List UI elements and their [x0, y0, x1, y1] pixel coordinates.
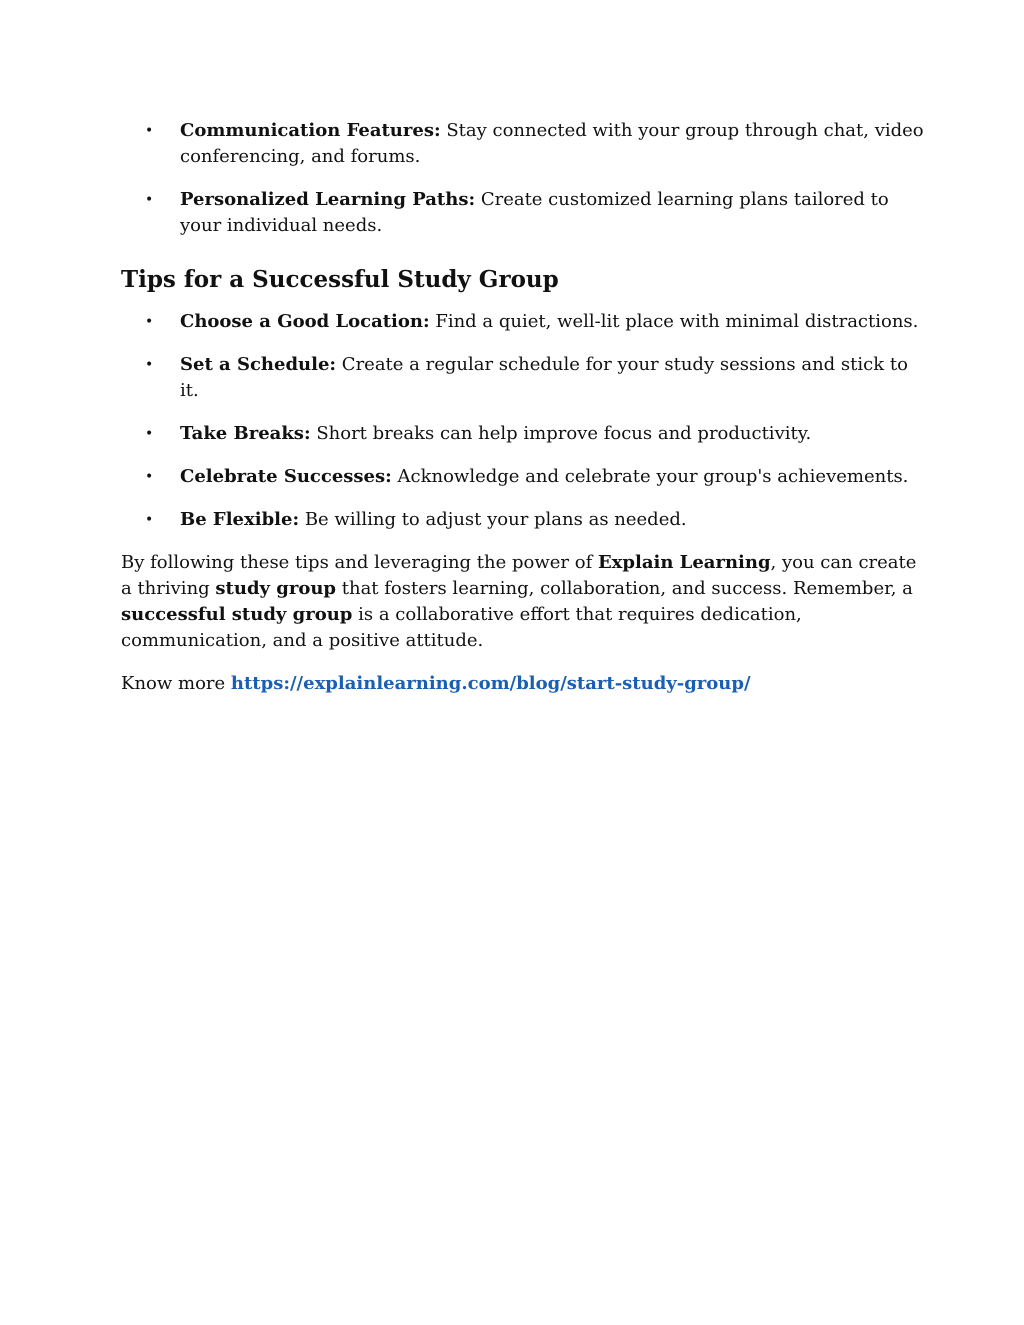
- know-more-paragraph: [121, 671, 924, 697]
- list-item-text: Stay connected with your group through chat, video conferencing, and forums.: [180, 120, 924, 167]
- list-item-text: Be willing to adjust your plans as needed.: [299, 509, 687, 530]
- list-item-text: Create customized learning plans tailored to your individual needs.: [180, 189, 889, 236]
- list-item-celebrate-successes: [121, 464, 924, 490]
- bullet-icon: •: [145, 469, 154, 485]
- bullet-icon: •: [145, 426, 154, 442]
- feature-list: [121, 118, 924, 239]
- summary-text: , you can create a thriving: [121, 552, 917, 599]
- summary-text: is a collaborative effort that requires dedication, communication, and a positive attitude.: [121, 604, 802, 651]
- list-item-be-flexible: [121, 507, 924, 533]
- list-item-term: Set a Schedule:: [180, 354, 337, 375]
- list-item-text: Short breaks can help improve focus and productivity.: [310, 423, 812, 444]
- summary-bold-explain-learning: Explain Learning: [597, 552, 771, 573]
- list-item-text: Acknowledge and celebrate your group's achievements.: [391, 466, 909, 487]
- list-item-term: Choose a Good Location:: [180, 311, 430, 332]
- summary-bold-successful-study-group: successful study group: [121, 604, 353, 625]
- list-item-personalized-learning-paths: [121, 187, 924, 239]
- tips-list: [121, 309, 924, 533]
- list-item-text: Create a regular schedule for your study sessions and stick to it.: [180, 354, 908, 401]
- summary-text: that fosters learning, collaboration, and success. Remember, a: [336, 578, 913, 599]
- list-item-choose-location: [121, 309, 924, 335]
- bullet-icon: •: [145, 123, 154, 139]
- bullet-icon: •: [145, 357, 154, 373]
- section-heading: Tips for a Successful Study Group: [121, 266, 559, 293]
- list-item-term: Communication Features:: [180, 120, 441, 141]
- list-item-term: Personalized Learning Paths:: [180, 189, 476, 210]
- know-more-link[interactable]: https://explainlearning.com/blog/start-study-group/: [230, 673, 751, 694]
- summary-text: By following these tips and leveraging the power of: [121, 552, 598, 573]
- bullet-icon: •: [145, 512, 154, 528]
- list-item-term: Celebrate Successes:: [180, 466, 392, 487]
- list-item-set-schedule: [121, 352, 924, 404]
- bullet-icon: •: [145, 314, 154, 330]
- know-more-label: Know more: [121, 673, 231, 694]
- list-item-communication-features: [121, 118, 924, 170]
- list-item-term: Be Flexible:: [180, 509, 300, 530]
- bullet-icon: •: [145, 192, 154, 208]
- list-item-take-breaks: [121, 421, 924, 447]
- list-item-term: Take Breaks:: [180, 423, 311, 444]
- summary-bold-study-group: study group: [215, 578, 337, 599]
- list-item-text: Find a quiet, well-lit place with minimal distractions.: [429, 311, 919, 332]
- summary-paragraph: [121, 550, 924, 654]
